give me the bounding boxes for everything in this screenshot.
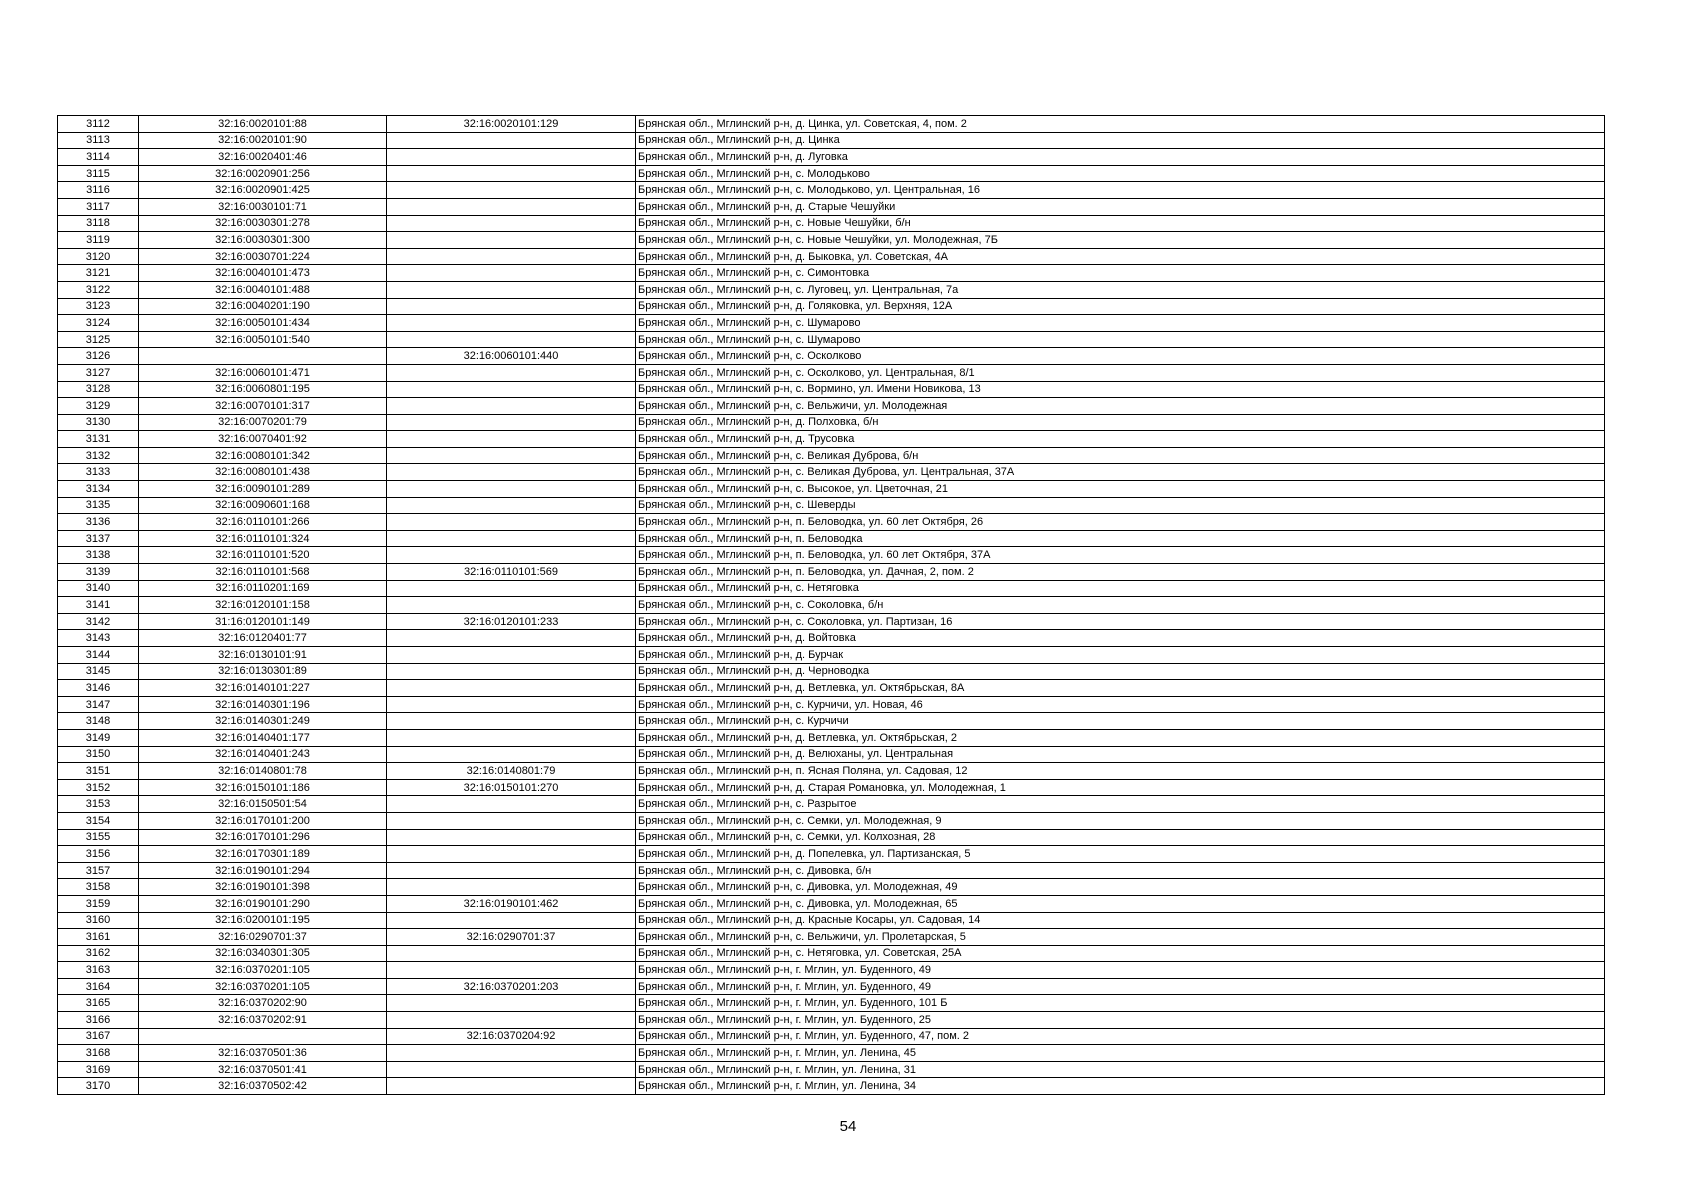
address-cell: Брянская обл., Мглинский р-н, с. Великая Дуброва, ул. Центральная, 37А	[636, 464, 1605, 481]
table-row	[58, 580, 1605, 597]
parcel-cadastral-number-cell: 32:16:0030301:278	[139, 215, 387, 232]
table-row	[58, 481, 1605, 498]
object-cadastral-number-cell	[387, 1061, 636, 1078]
row-number-cell: 3151	[58, 763, 139, 780]
address-cell: Брянская обл., Мглинский р-н, д. Полховка, б/н	[636, 414, 1605, 431]
object-cadastral-number-cell	[387, 165, 636, 182]
row-number-cell: 3168	[58, 1045, 139, 1062]
address-cell: Брянская обл., Мглинский р-н, с. Высокое, ул. Цветочная, 21	[636, 481, 1605, 498]
table-row	[58, 929, 1605, 946]
row-number-cell: 3114	[58, 149, 139, 166]
page-number: 54	[839, 1118, 857, 1135]
address-cell: Брянская обл., Мглинский р-н, с. Великая Дуброва, б/н	[636, 447, 1605, 464]
object-cadastral-number-cell	[387, 680, 636, 697]
object-cadastral-number-cell	[387, 497, 636, 514]
row-number-cell: 3129	[58, 398, 139, 415]
row-number-cell: 3133	[58, 464, 139, 481]
object-cadastral-number-cell: 32:16:0370201:203	[387, 978, 636, 995]
parcel-cadastral-number-cell: 32:16:0370502:42	[139, 1078, 387, 1095]
address-cell: Брянская обл., Мглинский р-н, с. Семки, ул. Молодежная, 9	[636, 812, 1605, 829]
object-cadastral-number-cell	[387, 198, 636, 215]
row-number-cell: 3157	[58, 862, 139, 879]
object-cadastral-number-cell	[387, 464, 636, 481]
parcel-cadastral-number-cell: 32:16:0150101:186	[139, 779, 387, 796]
table-row	[58, 182, 1605, 199]
object-cadastral-number-cell	[387, 398, 636, 415]
address-cell: Брянская обл., Мглинский р-н, с. Соколовка, ул. Партизан, 16	[636, 613, 1605, 630]
object-cadastral-number-cell	[387, 862, 636, 879]
object-cadastral-number-cell	[387, 713, 636, 730]
address-cell: Брянская обл., Мглинский р-н, д. Трусовка	[636, 431, 1605, 448]
object-cadastral-number-cell: 32:16:0110101:569	[387, 564, 636, 581]
table-row	[58, 281, 1605, 298]
parcel-cadastral-number-cell	[139, 1028, 387, 1045]
address-cell: Брянская обл., Мглинский р-н, с. Дивовка, б/н	[636, 862, 1605, 879]
row-number-cell: 3122	[58, 281, 139, 298]
parcel-cadastral-number-cell: 32:16:0030701:224	[139, 248, 387, 265]
address-cell: Брянская обл., Мглинский р-н, д. Старая Романовка, ул. Молодежная, 1	[636, 779, 1605, 796]
table-row	[58, 746, 1605, 763]
address-cell: Брянская обл., Мглинский р-н, с. Семки, ул. Колхозная, 28	[636, 829, 1605, 846]
address-cell: Брянская обл., Мглинский р-н, д. Велюханы, ул. Центральная	[636, 746, 1605, 763]
parcel-cadastral-number-cell: 32:16:0170301:189	[139, 846, 387, 863]
parcel-cadastral-number-cell: 32:16:0080101:342	[139, 447, 387, 464]
parcel-cadastral-number-cell: 32:16:0340301:305	[139, 945, 387, 962]
address-cell: Брянская обл., Мглинский р-н, п. Беловодка, ул. 60 лет Октября, 26	[636, 514, 1605, 531]
parcel-cadastral-number-cell: 32:16:0200101:195	[139, 912, 387, 929]
row-number-cell: 3161	[58, 929, 139, 946]
parcel-cadastral-number-cell: 32:16:0130301:89	[139, 663, 387, 680]
object-cadastral-number-cell: 32:16:0370204:92	[387, 1028, 636, 1045]
object-cadastral-number-cell	[387, 1012, 636, 1029]
address-cell: Брянская обл., Мглинский р-н, д. Цинка	[636, 132, 1605, 149]
address-cell: Брянская обл., Мглинский р-н, с. Новые Чешуйки, б/н	[636, 215, 1605, 232]
parcel-cadastral-number-cell: 32:16:0030301:300	[139, 232, 387, 249]
row-number-cell: 3125	[58, 331, 139, 348]
object-cadastral-number-cell	[387, 530, 636, 547]
object-cadastral-number-cell	[387, 364, 636, 381]
object-cadastral-number-cell	[387, 663, 636, 680]
table-row	[58, 497, 1605, 514]
row-number-cell: 3136	[58, 514, 139, 531]
address-cell: Брянская обл., Мглинский р-н, д. Луговка	[636, 149, 1605, 166]
table-row	[58, 348, 1605, 365]
address-cell: Брянская обл., Мглинский р-н, д. Быковка, ул. Советская, 4А	[636, 248, 1605, 265]
object-cadastral-number-cell	[387, 298, 636, 315]
parcel-cadastral-number-cell: 32:16:0020401:46	[139, 149, 387, 166]
address-cell: Брянская обл., Мглинский р-н, д. Красные Косары, ул. Садовая, 14	[636, 912, 1605, 929]
row-number-cell: 3117	[58, 198, 139, 215]
table-row	[58, 198, 1605, 215]
object-cadastral-number-cell	[387, 746, 636, 763]
parcel-cadastral-number-cell	[139, 348, 387, 365]
address-cell: Брянская обл., Мглинский р-н, д. Цинка, ул. Советская, 4, пом. 2	[636, 116, 1605, 133]
address-cell: Брянская обл., Мглинский р-н, д. Бурчак	[636, 647, 1605, 664]
table-row	[58, 414, 1605, 431]
parcel-cadastral-number-cell: 32:16:0020901:256	[139, 165, 387, 182]
table-row	[58, 132, 1605, 149]
object-cadastral-number-cell	[387, 381, 636, 398]
row-number-cell: 3164	[58, 978, 139, 995]
parcel-cadastral-number-cell: 32:16:0070101:317	[139, 398, 387, 415]
parcel-cadastral-number-cell: 32:16:0140401:243	[139, 746, 387, 763]
object-cadastral-number-cell: 32:16:0020101:129	[387, 116, 636, 133]
parcel-cadastral-number-cell: 32:16:0040201:190	[139, 298, 387, 315]
address-cell: Брянская обл., Мглинский р-н, г. Мглин, ул. Буденного, 49	[636, 962, 1605, 979]
parcel-cadastral-number-cell: 32:16:0110101:324	[139, 530, 387, 547]
address-cell: Брянская обл., Мглинский р-н, г. Мглин, ул. Ленина, 31	[636, 1061, 1605, 1078]
object-cadastral-number-cell	[387, 729, 636, 746]
table-row	[58, 862, 1605, 879]
object-cadastral-number-cell	[387, 945, 636, 962]
table-row	[58, 1012, 1605, 1029]
table-row	[58, 248, 1605, 265]
parcel-cadastral-number-cell: 32:16:0170101:296	[139, 829, 387, 846]
table-row	[58, 680, 1605, 697]
address-cell: Брянская обл., Мглинский р-н, г. Мглин, ул. Ленина, 45	[636, 1045, 1605, 1062]
parcel-cadastral-number-cell: 32:16:0170101:200	[139, 812, 387, 829]
table-row	[58, 696, 1605, 713]
address-cell: Брянская обл., Мглинский р-н, с. Шумарово	[636, 331, 1605, 348]
table-row	[58, 729, 1605, 746]
parcel-cadastral-number-cell: 32:16:0120101:158	[139, 597, 387, 614]
object-cadastral-number-cell	[387, 315, 636, 332]
object-cadastral-number-cell	[387, 431, 636, 448]
address-cell: Брянская обл., Мглинский р-н, с. Дивовка, ул. Молодежная, 65	[636, 895, 1605, 912]
row-number-cell: 3147	[58, 696, 139, 713]
row-number-cell: 3128	[58, 381, 139, 398]
object-cadastral-number-cell	[387, 514, 636, 531]
parcel-cadastral-number-cell: 32:16:0140301:196	[139, 696, 387, 713]
parcel-cadastral-number-cell: 32:16:0090101:289	[139, 481, 387, 498]
object-cadastral-number-cell	[387, 265, 636, 282]
row-number-cell: 3144	[58, 647, 139, 664]
address-cell: Брянская обл., Мглинский р-н, п. Беловодка, ул. 60 лет Октября, 37А	[636, 547, 1605, 564]
object-cadastral-number-cell	[387, 647, 636, 664]
parcel-cadastral-number-cell: 32:16:0370202:91	[139, 1012, 387, 1029]
parcel-cadastral-number-cell: 32:16:0060801:195	[139, 381, 387, 398]
table-row	[58, 630, 1605, 647]
object-cadastral-number-cell	[387, 149, 636, 166]
parcel-cadastral-number-cell: 32:16:0020901:425	[139, 182, 387, 199]
row-number-cell: 3162	[58, 945, 139, 962]
table-row	[58, 514, 1605, 531]
parcel-cadastral-number-cell: 32:16:0150501:54	[139, 796, 387, 813]
row-number-cell: 3149	[58, 729, 139, 746]
row-number-cell: 3148	[58, 713, 139, 730]
object-cadastral-number-cell	[387, 912, 636, 929]
table-row	[58, 464, 1605, 481]
parcel-cadastral-number-cell: 32:16:0110101:520	[139, 547, 387, 564]
object-cadastral-number-cell	[387, 846, 636, 863]
address-cell: Брянская обл., Мглинский р-н, с. Курчичи	[636, 713, 1605, 730]
parcel-cadastral-number-cell: 32:16:0190101:294	[139, 862, 387, 879]
row-number-cell: 3153	[58, 796, 139, 813]
row-number-cell: 3140	[58, 580, 139, 597]
table-row	[58, 215, 1605, 232]
object-cadastral-number-cell	[387, 812, 636, 829]
table-row	[58, 232, 1605, 249]
table-row	[58, 364, 1605, 381]
row-number-cell: 3119	[58, 232, 139, 249]
table-row	[58, 713, 1605, 730]
parcel-cadastral-number-cell: 32:16:0090601:168	[139, 497, 387, 514]
table-row	[58, 846, 1605, 863]
table-row	[58, 149, 1605, 166]
address-cell: Брянская обл., Мглинский р-н, д. Попелевка, ул. Партизанская, 5	[636, 846, 1605, 863]
parcel-cadastral-number-cell: 32:16:0370501:41	[139, 1061, 387, 1078]
address-cell: Брянская обл., Мглинский р-н, д. Ветлевка, ул. Октябрьская, 2	[636, 729, 1605, 746]
table-row	[58, 779, 1605, 796]
address-cell: Брянская обл., Мглинский р-н, п. Ясная Поляна, ул. Садовая, 12	[636, 763, 1605, 780]
address-cell: Брянская обл., Мглинский р-н, д. Голяковка, ул. Верхняя, 12А	[636, 298, 1605, 315]
table-row	[58, 1078, 1605, 1095]
row-number-cell: 3130	[58, 414, 139, 431]
address-cell: Брянская обл., Мглинский р-н, с. Дивовка, ул. Молодежная, 49	[636, 879, 1605, 896]
parcel-cadastral-number-cell: 32:16:0370201:105	[139, 978, 387, 995]
row-number-cell: 3115	[58, 165, 139, 182]
row-number-cell: 3163	[58, 962, 139, 979]
object-cadastral-number-cell	[387, 232, 636, 249]
object-cadastral-number-cell	[387, 414, 636, 431]
address-cell: Брянская обл., Мглинский р-н, д. Войтовка	[636, 630, 1605, 647]
address-cell: Брянская обл., Мглинский р-н, г. Мглин, ул. Буденного, 101 Б	[636, 995, 1605, 1012]
address-cell: Брянская обл., Мглинский р-н, с. Курчичи, ул. Новая, 46	[636, 696, 1605, 713]
row-number-cell: 3120	[58, 248, 139, 265]
table-row	[58, 447, 1605, 464]
row-number-cell: 3159	[58, 895, 139, 912]
row-number-cell: 3112	[58, 116, 139, 133]
row-number-cell: 3155	[58, 829, 139, 846]
object-cadastral-number-cell: 32:16:0290701:37	[387, 929, 636, 946]
address-cell: Брянская обл., Мглинский р-н, с. Молодьково	[636, 165, 1605, 182]
table-row	[58, 613, 1605, 630]
row-number-cell: 3167	[58, 1028, 139, 1045]
table-row	[58, 398, 1605, 415]
parcel-cadastral-number-cell: 32:16:0190101:398	[139, 879, 387, 896]
parcel-cadastral-number-cell: 32:16:0140801:78	[139, 763, 387, 780]
address-cell: Брянская обл., Мглинский р-н, д. Старые Чешуйки	[636, 198, 1605, 215]
row-number-cell: 3152	[58, 779, 139, 796]
row-number-cell: 3169	[58, 1061, 139, 1078]
row-number-cell: 3121	[58, 265, 139, 282]
object-cadastral-number-cell	[387, 597, 636, 614]
object-cadastral-number-cell	[387, 1078, 636, 1095]
table-row	[58, 381, 1605, 398]
address-cell: Брянская обл., Мглинский р-н, с. Новые Чешуйки, ул. Молодежная, 7Б	[636, 232, 1605, 249]
address-cell: Брянская обл., Мглинский р-н, с. Шумарово	[636, 315, 1605, 332]
row-number-cell: 3139	[58, 564, 139, 581]
address-cell: Брянская обл., Мглинский р-н, с. Нетяговка	[636, 580, 1605, 597]
row-number-cell: 3154	[58, 812, 139, 829]
row-number-cell: 3131	[58, 431, 139, 448]
address-cell: Брянская обл., Мглинский р-н, с. Разрытое	[636, 796, 1605, 813]
parcel-cadastral-number-cell: 32:16:0130101:91	[139, 647, 387, 664]
row-number-cell: 3127	[58, 364, 139, 381]
address-cell: Брянская обл., Мглинский р-н, г. Мглин, ул. Буденного, 49	[636, 978, 1605, 995]
row-number-cell: 3124	[58, 315, 139, 332]
object-cadastral-number-cell	[387, 995, 636, 1012]
address-cell: Брянская обл., Мглинский р-н, с. Нетяговка, ул. Советская, 25А	[636, 945, 1605, 962]
object-cadastral-number-cell	[387, 248, 636, 265]
object-cadastral-number-cell	[387, 215, 636, 232]
table-row	[58, 530, 1605, 547]
table-row	[58, 895, 1605, 912]
parcel-cadastral-number-cell: 32:16:0120401:77	[139, 630, 387, 647]
object-cadastral-number-cell	[387, 962, 636, 979]
table-row	[58, 945, 1605, 962]
row-number-cell: 3113	[58, 132, 139, 149]
parcel-cadastral-number-cell: 32:16:0190101:290	[139, 895, 387, 912]
row-number-cell: 3165	[58, 995, 139, 1012]
address-cell: Брянская обл., Мглинский р-н, г. Мглин, ул. Ленина, 34	[636, 1078, 1605, 1095]
parcel-cadastral-number-cell: 32:16:0370202:90	[139, 995, 387, 1012]
table-row	[58, 962, 1605, 979]
table-row	[58, 597, 1605, 614]
table-row	[58, 547, 1605, 564]
table-row	[58, 315, 1605, 332]
row-number-cell: 3146	[58, 680, 139, 697]
table-row	[58, 331, 1605, 348]
row-number-cell: 3143	[58, 630, 139, 647]
address-cell: Брянская обл., Мглинский р-н, г. Мглин, ул. Буденного, 47, пом. 2	[636, 1028, 1605, 1045]
parcel-cadastral-number-cell: 32:16:0370501:36	[139, 1045, 387, 1062]
object-cadastral-number-cell: 32:16:0150101:270	[387, 779, 636, 796]
parcel-cadastral-number-cell: 32:16:0080101:438	[139, 464, 387, 481]
table-row	[58, 663, 1605, 680]
object-cadastral-number-cell: 32:16:0140801:79	[387, 763, 636, 780]
row-number-cell: 3141	[58, 597, 139, 614]
row-number-cell: 3160	[58, 912, 139, 929]
object-cadastral-number-cell	[387, 879, 636, 896]
row-number-cell: 3142	[58, 613, 139, 630]
row-number-cell: 3138	[58, 547, 139, 564]
parcel-cadastral-number-cell: 31:16:0120101:149	[139, 613, 387, 630]
table-row	[58, 647, 1605, 664]
address-cell: Брянская обл., Мглинский р-н, д. Черноводка	[636, 663, 1605, 680]
parcel-cadastral-number-cell: 32:16:0050101:434	[139, 315, 387, 332]
parcel-cadastral-number-cell: 32:16:0140401:177	[139, 729, 387, 746]
object-cadastral-number-cell	[387, 829, 636, 846]
row-number-cell: 3123	[58, 298, 139, 315]
row-number-cell: 3135	[58, 497, 139, 514]
parcel-cadastral-number-cell: 32:16:0290701:37	[139, 929, 387, 946]
parcel-cadastral-number-cell: 32:16:0070201:79	[139, 414, 387, 431]
object-cadastral-number-cell	[387, 1045, 636, 1062]
address-cell: Брянская обл., Мглинский р-н, с. Молодьково, ул. Центральная, 16	[636, 182, 1605, 199]
parcel-cadastral-number-cell: 32:16:0060101:471	[139, 364, 387, 381]
address-cell: Брянская обл., Мглинский р-н, с. Шеверды	[636, 497, 1605, 514]
table-row	[58, 912, 1605, 929]
table-row	[58, 796, 1605, 813]
address-cell: Брянская обл., Мглинский р-н, с. Вормино, ул. Имени Новикова, 13	[636, 381, 1605, 398]
row-number-cell: 3134	[58, 481, 139, 498]
address-cell: Брянская обл., Мглинский р-н, с. Луговец, ул. Центральная, 7а	[636, 281, 1605, 298]
parcel-cadastral-number-cell: 32:16:0040101:488	[139, 281, 387, 298]
registry-table	[57, 115, 1605, 1095]
table-row	[58, 978, 1605, 995]
object-cadastral-number-cell	[387, 281, 636, 298]
row-number-cell: 3137	[58, 530, 139, 547]
table-row	[58, 763, 1605, 780]
parcel-cadastral-number-cell: 32:16:0020101:88	[139, 116, 387, 133]
address-cell: Брянская обл., Мглинский р-н, с. Соколовка, б/н	[636, 597, 1605, 614]
row-number-cell: 3166	[58, 1012, 139, 1029]
table-row	[58, 165, 1605, 182]
row-number-cell: 3116	[58, 182, 139, 199]
object-cadastral-number-cell	[387, 447, 636, 464]
object-cadastral-number-cell: 32:16:0190101:462	[387, 895, 636, 912]
table-row	[58, 1045, 1605, 1062]
address-cell: Брянская обл., Мглинский р-н, с. Осколково, ул. Центральная, 8/1	[636, 364, 1605, 381]
object-cadastral-number-cell	[387, 182, 636, 199]
table-row	[58, 812, 1605, 829]
row-number-cell: 3158	[58, 879, 139, 896]
table-row	[58, 879, 1605, 896]
row-number-cell: 3150	[58, 746, 139, 763]
row-number-cell: 3132	[58, 447, 139, 464]
parcel-cadastral-number-cell: 32:16:0110101:266	[139, 514, 387, 531]
table-row	[58, 564, 1605, 581]
registry-table-body	[58, 116, 1605, 1095]
address-cell: Брянская обл., Мглинский р-н, п. Беловодка	[636, 530, 1605, 547]
parcel-cadastral-number-cell: 32:16:0070401:92	[139, 431, 387, 448]
object-cadastral-number-cell	[387, 481, 636, 498]
object-cadastral-number-cell	[387, 580, 636, 597]
parcel-cadastral-number-cell: 32:16:0140101:227	[139, 680, 387, 697]
address-cell: Брянская обл., Мглинский р-н, с. Осколково	[636, 348, 1605, 365]
row-number-cell: 3145	[58, 663, 139, 680]
parcel-cadastral-number-cell: 32:16:0050101:540	[139, 331, 387, 348]
address-cell: Брянская обл., Мглинский р-н, д. Ветлевка, ул. Октябрьская, 8А	[636, 680, 1605, 697]
table-row	[58, 431, 1605, 448]
table-row	[58, 1028, 1605, 1045]
parcel-cadastral-number-cell: 32:16:0040101:473	[139, 265, 387, 282]
object-cadastral-number-cell	[387, 132, 636, 149]
table-row	[58, 116, 1605, 133]
parcel-cadastral-number-cell: 32:16:0370201:105	[139, 962, 387, 979]
address-cell: Брянская обл., Мглинский р-н, п. Беловодка, ул. Дачная, 2, пом. 2	[636, 564, 1605, 581]
object-cadastral-number-cell	[387, 696, 636, 713]
table-row	[58, 1061, 1605, 1078]
row-number-cell: 3156	[58, 846, 139, 863]
row-number-cell: 3118	[58, 215, 139, 232]
row-number-cell: 3126	[58, 348, 139, 365]
object-cadastral-number-cell	[387, 547, 636, 564]
table-row	[58, 265, 1605, 282]
object-cadastral-number-cell	[387, 796, 636, 813]
parcel-cadastral-number-cell: 32:16:0110201:169	[139, 580, 387, 597]
address-cell: Брянская обл., Мглинский р-н, г. Мглин, ул. Буденного, 25	[636, 1012, 1605, 1029]
object-cadastral-number-cell	[387, 331, 636, 348]
parcel-cadastral-number-cell: 32:16:0030101:71	[139, 198, 387, 215]
object-cadastral-number-cell	[387, 630, 636, 647]
table-row	[58, 298, 1605, 315]
object-cadastral-number-cell: 32:16:0060101:440	[387, 348, 636, 365]
address-cell: Брянская обл., Мглинский р-н, с. Вельжичи, ул. Пролетарская, 5	[636, 929, 1605, 946]
table-row	[58, 829, 1605, 846]
parcel-cadastral-number-cell: 32:16:0110101:568	[139, 564, 387, 581]
address-cell: Брянская обл., Мглинский р-н, с. Симонтовка	[636, 265, 1605, 282]
address-cell: Брянская обл., Мглинский р-н, с. Вельжичи, ул. Молодежная	[636, 398, 1605, 415]
row-number-cell: 3170	[58, 1078, 139, 1095]
table-row	[58, 995, 1605, 1012]
object-cadastral-number-cell: 32:16:0120101:233	[387, 613, 636, 630]
parcel-cadastral-number-cell: 32:16:0140301:249	[139, 713, 387, 730]
parcel-cadastral-number-cell: 32:16:0020101:90	[139, 132, 387, 149]
